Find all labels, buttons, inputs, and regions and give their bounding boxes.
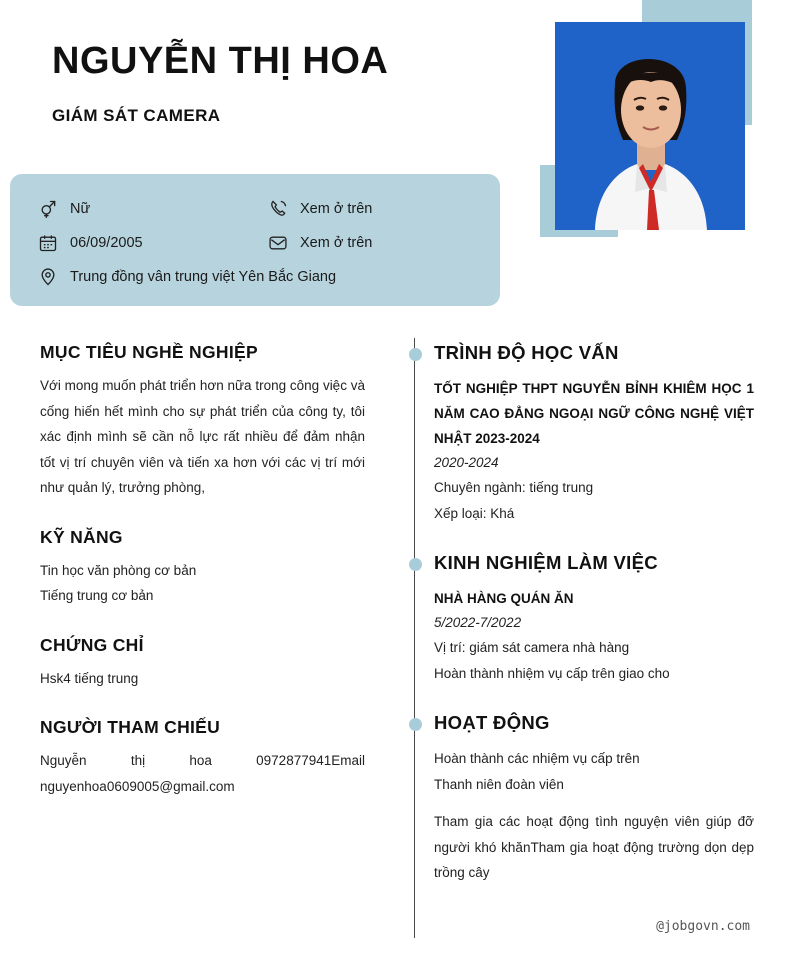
list-item: Hsk4 tiếng trung	[40, 670, 139, 686]
section-title-objective: MỤC TIÊU NGHỀ NGHIỆP	[40, 342, 258, 362]
list-item: Thanh niên đoàn viên	[434, 776, 564, 792]
section-education	[434, 342, 754, 526]
info-email-value: Xem ở trên	[300, 235, 373, 251]
bullet-icon	[409, 718, 422, 731]
bullet-icon	[409, 558, 422, 571]
watermark: @jobgovn.com	[656, 919, 750, 934]
list-item: Hoàn thành các nhiệm vụ cấp trên	[434, 751, 640, 766]
right-column	[434, 342, 754, 912]
gender-icon	[38, 199, 58, 219]
education-date: 2020-2024	[434, 455, 499, 470]
info-address	[38, 267, 336, 287]
list-item: Chuyên ngành: tiếng trung	[434, 480, 594, 495]
list-item: Xếp loại: Khá	[434, 505, 515, 521]
objective-text: Với mong muốn phát triển hơn nữa trong công việc và cống hiến hết mình cho sự phát triển của công ty, tôi xác định mình sẽ cần nỗ lực rất nhiều để đảm nhận tốt vị trí chuyên viên và tiến xa hơn với các vị trí mới như quản lý, trưởng phòng,	[40, 378, 365, 495]
cv-header	[0, 0, 790, 320]
list-item: Hoàn thành nhiệm vụ cấp trên giao cho	[434, 665, 670, 681]
info-gender-value: Nữ	[70, 201, 91, 217]
job-title: GIÁM SÁT CAMERA	[52, 106, 221, 125]
section-title-activities: HOẠT ĐỘNG	[434, 712, 550, 733]
section-title-skills: KỸ NĂNG	[40, 526, 123, 547]
info-email	[268, 233, 372, 253]
mail-icon	[268, 233, 288, 253]
info-phone-value: Xem ở trên	[300, 201, 373, 217]
info-row	[38, 260, 472, 294]
list-item: Tiếng trung cơ bản	[40, 588, 154, 603]
experience-company: NHÀ HÀNG QUÁN ĂN	[434, 591, 574, 606]
experience-date: 5/2022-7/2022	[434, 615, 522, 630]
info-address-value: Trung đồng vân trung việt Yên Bắc Giang	[70, 269, 337, 285]
section-title-experience: KINH NGHIỆM LÀM VIỆC	[434, 552, 658, 573]
section-experience	[434, 552, 754, 686]
cv-body	[0, 330, 790, 962]
info-row	[38, 226, 472, 260]
section-activities	[434, 712, 754, 886]
contact-info-box	[10, 174, 500, 306]
list-item: Tin học văn phòng cơ bản	[40, 562, 197, 578]
section-skills	[40, 527, 365, 609]
references-text: Nguyễn thị hoa 0972877941Email nguyenhoa0609005@gmail.com	[40, 753, 365, 794]
info-birthday	[38, 233, 268, 253]
column-divider	[414, 338, 415, 938]
section-title-certificates: CHỨNG CHỈ	[40, 634, 144, 655]
list-item: Vị trí: giám sát camera nhà hàng	[434, 640, 630, 655]
info-phone	[268, 199, 372, 219]
left-column	[40, 342, 365, 825]
page-title: NGUYỄN THỊ HOA	[52, 40, 389, 82]
section-references	[40, 717, 365, 799]
info-row	[38, 192, 472, 226]
section-objective	[40, 342, 365, 501]
section-title-education: TRÌNH ĐỘ HỌC VẤN	[434, 342, 619, 363]
education-school: TỐT NGHIỆP THPT NGUYỄN BỈNH KHIÊM HỌC 1 NĂM CAO ĐẲNG NGOẠI NGỮ CÔNG NGHỆ VIỆT NHẬT 2023-2024	[434, 381, 754, 446]
activities-paragraph: Tham gia các hoạt động tình nguyện viên giúp đỡ người khó khănTham gia hoạt động trường dọn dẹp trồng cây	[434, 814, 754, 880]
section-title-references: NGƯỜI THAM CHIẾU	[40, 717, 221, 737]
section-certificates	[40, 635, 365, 692]
info-birthday-value: 06/09/2005	[70, 235, 143, 251]
bullet-icon	[409, 348, 422, 361]
info-gender	[38, 199, 268, 219]
profile-photo	[555, 22, 745, 230]
phone-icon	[268, 199, 288, 219]
calendar-icon	[38, 233, 58, 253]
location-pin-icon	[38, 267, 58, 287]
